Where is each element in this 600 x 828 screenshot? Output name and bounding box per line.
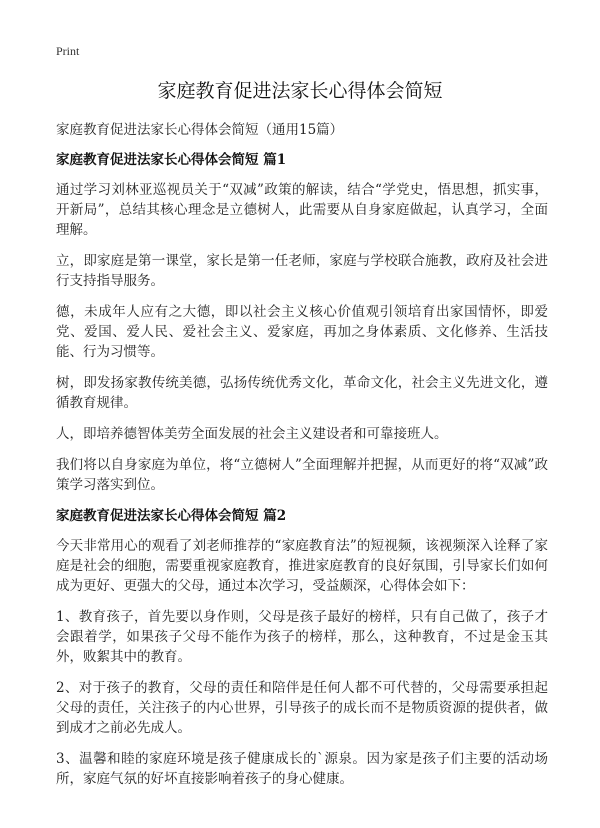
section-heading: 家庭教育促进法家长心得体会简短 篇2 bbox=[56, 508, 287, 524]
document-subtitle: 家庭教育促进法家长心得体会简短（通用15篇） bbox=[56, 122, 344, 138]
paragraph: 德，未成年人应有之大德，即以社会主义核心价值观引领培育出家国情怀，即爱党、爱国、爱人民、爱社会主义、爱家庭，再加之身体素质、文化修养、生活技能、行为习惯等。 bbox=[56, 304, 548, 360]
paragraph: 通过学习刘林亚巡视员关于“双减”政策的解读，结合“学党史，悟思想，抓实事，开新局”，总结其核心理念是立德树人，此需要从自身家庭做起，认真学习，全面理解。 bbox=[56, 182, 548, 238]
paragraph: 我们将以自身家庭为单位，将“立德树人”全面理解并把握，从而更好的将“双减”政策学习落实到位。 bbox=[56, 457, 548, 493]
section-1 bbox=[56, 150, 548, 495]
paragraph: 3、温馨和睦的家庭环境是孩子健康成长的`源泉。因为家是孩子们主要的活动场所，家庭气氛的好坏直接影响着孩子的身心健康。 bbox=[56, 751, 548, 787]
paragraph: 1、教育孩子，首先要以身作则，父母是孩子最好的榜样，只有自己做了，孩子才会跟着学，如果孩子父母不能作为孩子的榜样，那么，这种教育，不过是金玉其外，败絮其中的教育。 bbox=[56, 609, 548, 665]
section-heading: 家庭教育促进法家长心得体会简短 篇1 bbox=[56, 152, 287, 168]
paragraph: 树，即发扬家教传统美德，弘扬传统优秀文化，革命文化，社会主义先进文化，遵循教育规律。 bbox=[56, 375, 548, 411]
section-2 bbox=[56, 506, 548, 789]
paragraph: 人，即培养德智体美劳全面发展的社会主义建设者和可靠接班人。 bbox=[56, 426, 448, 442]
page-title: 家庭教育促进法家长心得体会简短 bbox=[157, 80, 443, 102]
print-link[interactable]: Print bbox=[56, 44, 80, 58]
article-body bbox=[56, 120, 548, 800]
paragraph: 2、对于孩子的教育，父母的责任和陪伴是任何人都不可代替的，父母需要承担起父母的责任，关注孩子的内心世界，引导孩子的成长而不是物质资源的提供者，做到成才之前必先成人。 bbox=[56, 680, 548, 736]
paragraph: 立，即家庭是第一课堂，家长是第一任老师，家庭与学校联合施教，政府及社会进行支持指导服务。 bbox=[56, 253, 548, 289]
paragraph: 今天非常用心的观看了刘老师推荐的“家庭教育法”的短视频，该视频深入诠释了家庭是社会的细胞，需要重视家庭教育，推进家庭教育的良好氛围，引导家长们如何成为更好、更强大的父母，通过本次学习，受益颇深，心得体会如下： bbox=[56, 538, 548, 594]
